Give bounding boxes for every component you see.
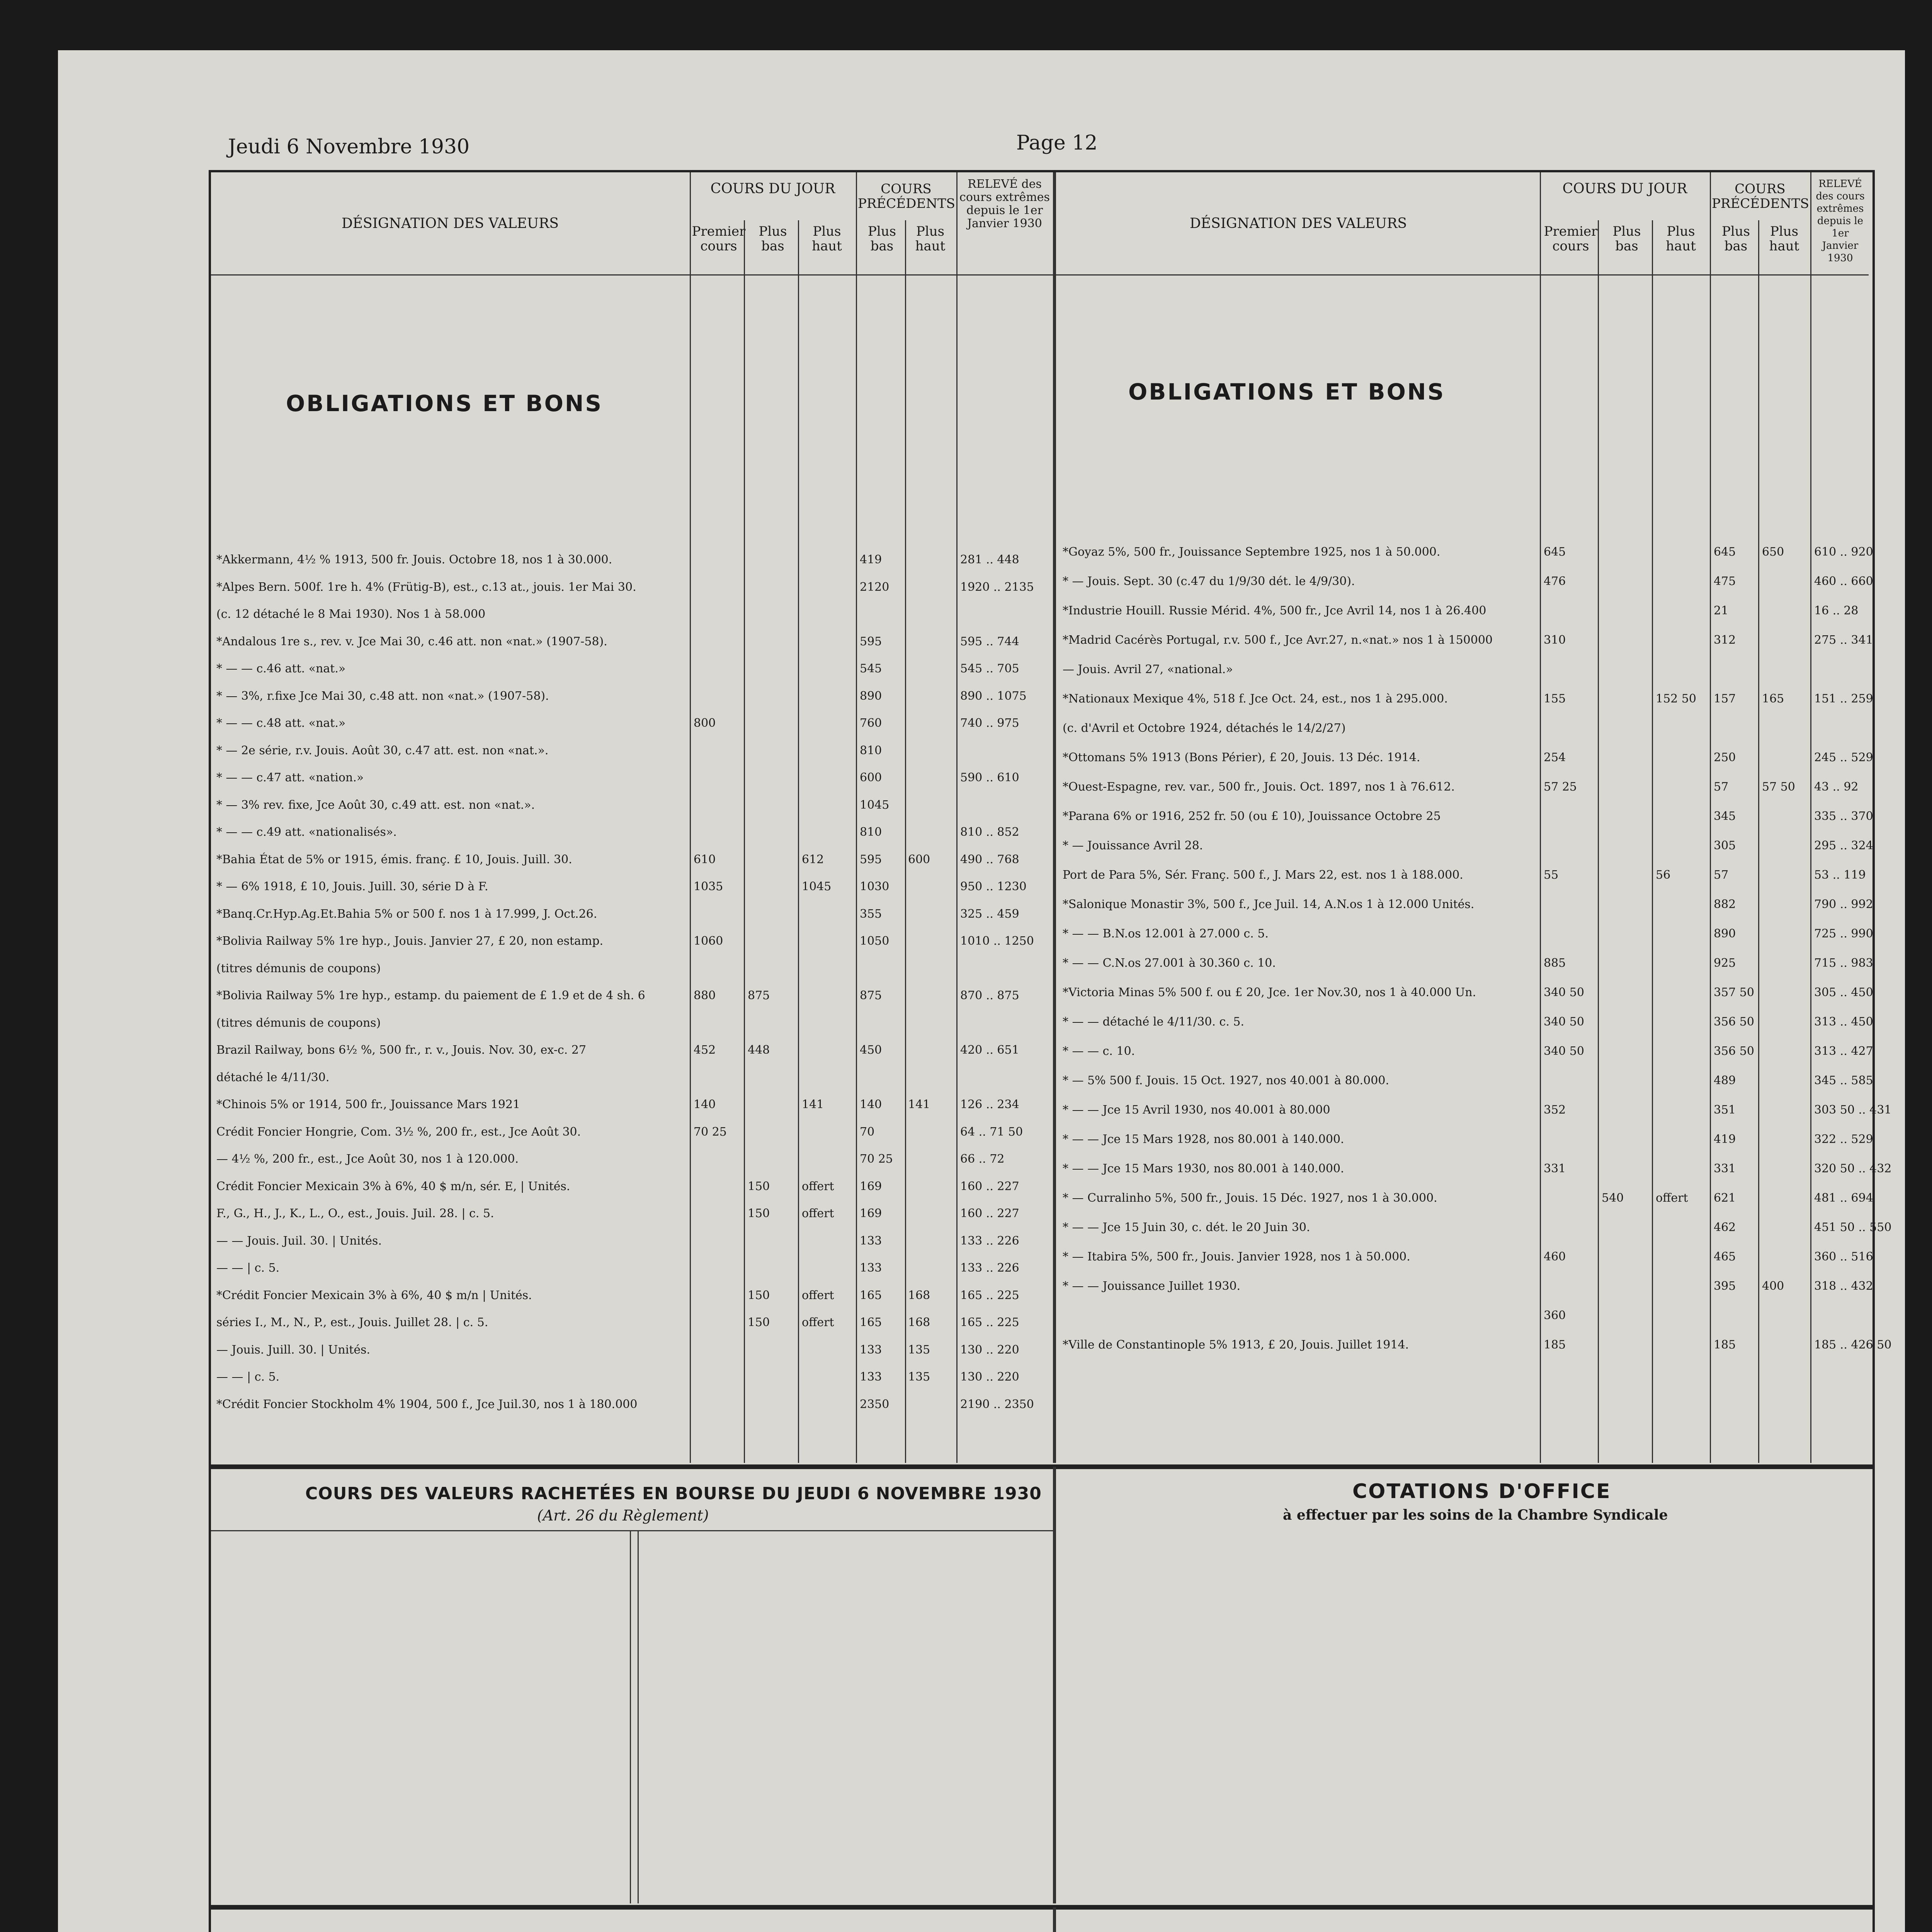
- bond-c6: 545 .. 705: [960, 662, 1019, 675]
- bond-name: *Akkermann, 4½ % 1913, 500 fr. Jouis. Octobre 18, nos 1 à 30.000.: [216, 553, 612, 566]
- bond-c5: 141: [908, 1098, 930, 1111]
- col-rule: [1758, 220, 1759, 1463]
- bond-name: *Bahia État de 5% or 1915, émis. franç. £ 10, Jouis. Juill. 30.: [216, 852, 572, 866]
- bond-c6: 345 .. 585: [1814, 1074, 1873, 1087]
- bond-c6: 318 .. 432: [1814, 1279, 1873, 1293]
- bond-name: *Parana 6% or 1916, 252 fr. 50 (ou £ 10), Jouissance Octobre 25: [1063, 810, 1441, 823]
- bond-c1: 352: [1544, 1103, 1566, 1117]
- bond-c2: 448: [748, 1043, 770, 1057]
- bond-c5: 168: [908, 1288, 930, 1302]
- bond-c4: 645: [1714, 545, 1736, 559]
- bond-c4: 925: [1714, 956, 1736, 970]
- bond-c5: 650: [1762, 545, 1784, 559]
- bond-c4: 450: [860, 1043, 882, 1057]
- bond-name: — Jouis. Juill. 30. | Unités.: [216, 1343, 371, 1357]
- bond-c4: 57: [1714, 780, 1729, 794]
- bond-c6: 1010 .. 1250: [960, 934, 1034, 948]
- bond-c4: 331: [1714, 1162, 1736, 1175]
- bond-c6: 275 .. 341: [1814, 633, 1873, 647]
- bond-c1: 610: [694, 852, 716, 866]
- bond-c4: 351: [1714, 1103, 1736, 1117]
- bond-c6: 320 50 .. 432: [1814, 1162, 1892, 1175]
- bond-c6: 130 .. 220: [960, 1343, 1019, 1357]
- bond-c2: 150: [748, 1316, 770, 1329]
- bond-c1: 880: [694, 989, 716, 1002]
- bond-c6: 460 .. 660: [1814, 575, 1873, 588]
- bond-c2: 150: [748, 1179, 770, 1193]
- left-prec-plus-haut: Plus haut: [915, 224, 946, 254]
- col-rule: [744, 220, 745, 1463]
- bond-name: — — | c. 5.: [216, 1370, 280, 1384]
- bond-c3: offert: [802, 1207, 834, 1220]
- bond-c3: 1045: [802, 880, 832, 893]
- bond-c6: 185 .. 426 50: [1814, 1338, 1892, 1352]
- page-number: Page 12: [1016, 131, 1098, 155]
- bond-c2: 150: [748, 1288, 770, 1302]
- bond-c6: 325 .. 459: [960, 907, 1019, 921]
- center-divider: [1053, 172, 1056, 1463]
- bond-c4: 70: [860, 1125, 875, 1139]
- col-rule: [690, 172, 691, 1463]
- page-date: Jeudi 6 Novembre 1930: [228, 135, 470, 158]
- bond-name: * — — c.49 att. «nationalisés».: [216, 825, 397, 839]
- bond-c6: 305 .. 450: [1814, 986, 1873, 999]
- left-designation-header: DÉSIGNATION DES VALEURS: [341, 216, 559, 231]
- bond-c4: 133: [860, 1261, 882, 1275]
- bond-name: * — Itabira 5%, 500 fr., Jouis. Janvier 1928, nos 1 à 50.000.: [1063, 1250, 1410, 1264]
- right-prec-plus-bas: Plus bas: [1721, 224, 1750, 254]
- col-rule: [630, 1530, 631, 1903]
- left-plus-bas-header: Plus bas: [759, 224, 787, 254]
- bond-c4: 810: [860, 825, 882, 839]
- right-designation-header: DÉSIGNATION DES VALEURS: [1189, 216, 1407, 231]
- bond-name: *Victoria Minas 5% 500 f. ou £ 20, Jce. 1er Nov.30, nos 1 à 40.000 Un.: [1063, 986, 1476, 999]
- bond-c4: 465: [1714, 1250, 1736, 1264]
- bond-c1: 340 50: [1544, 1015, 1584, 1029]
- bond-c6: 64 .. 71 50: [960, 1125, 1023, 1139]
- bond-name: * — — c. 10.: [1063, 1044, 1135, 1058]
- bond-name: *Bolivia Railway 5% 1re hyp., estamp. du paiement de £ 1.9 et de 4 sh. 6: [216, 989, 645, 1002]
- bond-c4: 475: [1714, 575, 1736, 588]
- bond-name: *Andalous 1re s., rev. v. Jce Mai 30, c.46 att. non «nat.» (1907-58).: [216, 634, 607, 648]
- left-cours-precedents-header: COURS PRÉCÉDENTS: [858, 181, 955, 211]
- bond-name: Brazil Railway, bons 6½ %, 500 fr., r. v., Jouis. Nov. 30, ex-c. 27: [216, 1043, 587, 1057]
- bond-c4: 356 50: [1714, 1044, 1754, 1058]
- bond-c4: 70 25: [860, 1152, 893, 1166]
- bond-c1: 310: [1544, 633, 1566, 647]
- bond-c6: 322 .. 529: [1814, 1133, 1873, 1146]
- bond-c4: 419: [1714, 1133, 1736, 1146]
- bond-c4: 760: [860, 716, 882, 730]
- bond-c6: 160 .. 227: [960, 1179, 1019, 1193]
- bond-c1: 645: [1544, 545, 1566, 559]
- bond-name: — Jouis. Avril 27, «national.»: [1063, 663, 1233, 676]
- bond-c6: 595 .. 744: [960, 634, 1019, 648]
- bond-name: * — — Jce 15 Mars 1930, nos 80.001 à 140.000.: [1063, 1162, 1344, 1175]
- col-rule: [1652, 220, 1653, 1463]
- right-plus-haut-header: Plus haut: [1666, 224, 1696, 254]
- bond-c4: 875: [860, 989, 882, 1002]
- bond-c6: 126 .. 234: [960, 1098, 1019, 1111]
- right-plus-bas-header: Plus bas: [1612, 224, 1641, 254]
- bond-c6: 160 .. 227: [960, 1207, 1019, 1220]
- bond-c5: 165: [1762, 692, 1784, 706]
- bond-name: — — | c. 5.: [216, 1261, 280, 1275]
- bond-c1: 360: [1544, 1309, 1566, 1322]
- bond-c3: offert: [1656, 1191, 1688, 1205]
- bond-name: *Ouest-Espagne, rev. var., 500 fr., Jouis. Oct. 1897, nos 1 à 76.612.: [1063, 780, 1455, 794]
- bond-name: * — — C.N.os 27.001 à 30.360 c. 10.: [1063, 956, 1276, 970]
- bond-name: * — 3%, r.fixe Jce Mai 30, c.48 att. non «nat.» (1907-58).: [216, 689, 549, 703]
- bond-name: (c. d'Avril et Octobre 1924, détachés le 14/2/27): [1063, 721, 1346, 735]
- left-releve-header: RELEVÉ des cours extrêmes depuis le 1er Janvier 1930: [959, 177, 1050, 230]
- bond-c1: 800: [694, 716, 716, 730]
- bond-c5: 135: [908, 1343, 930, 1357]
- right-cours-precedents-header: COURS PRÉCÉDENTS: [1712, 181, 1809, 211]
- bond-name: * — 5% 500 f. Jouis. 15 Oct. 1927, nos 40.001 à 80.000.: [1063, 1074, 1389, 1087]
- bond-c2: 540: [1602, 1191, 1624, 1205]
- bond-c1: 254: [1544, 751, 1566, 764]
- bond-c1: 1035: [694, 880, 723, 893]
- bond-c3: offert: [802, 1316, 834, 1329]
- bond-name: *Madrid Cacérès Portugal, r.v. 500 f., Jce Avr.27, n.«nat.» nos 1 à 150000: [1063, 633, 1493, 647]
- cotations-title: COTATIONS D'OFFICE: [1352, 1480, 1611, 1503]
- bond-name: (titres démunis de coupons): [216, 961, 381, 975]
- bond-c6: 303 50 .. 431: [1814, 1103, 1892, 1117]
- bond-name: * — — c.47 att. «nation.»: [216, 771, 364, 784]
- bond-name: *Ottomans 5% 1913 (Bons Périer), £ 20, Jouis. 13 Déc. 1914.: [1063, 751, 1420, 764]
- bond-c4: 419: [860, 553, 882, 566]
- bond-c4: 1030: [860, 880, 889, 893]
- bond-c1: 340 50: [1544, 986, 1584, 999]
- bond-c6: 335 .. 370: [1814, 810, 1873, 823]
- bond-c1: 460: [1544, 1250, 1566, 1264]
- left-premier-header: Premier cours: [692, 224, 746, 254]
- bond-c6: 451 50 .. 550: [1814, 1221, 1892, 1234]
- bond-c4: 600: [860, 771, 882, 784]
- bond-c4: 57: [1714, 868, 1729, 882]
- row-rule: [211, 1530, 1053, 1531]
- bond-c1: 57 25: [1544, 780, 1577, 794]
- bond-name: *Industrie Houill. Russie Mérid. 4%, 500 fr., Jce Avril 14, nos 1 à 26.400: [1063, 604, 1486, 617]
- bond-name: *Nationaux Mexique 4%, 518 f. Jce Oct. 24, est., nos 1 à 295.000.: [1063, 692, 1448, 706]
- bond-c6: 490 .. 768: [960, 852, 1019, 866]
- bond-c1: 185: [1544, 1338, 1566, 1352]
- bond-c4: 165: [860, 1288, 882, 1302]
- header-bottom-rule: [211, 274, 1869, 276]
- bond-c1: 55: [1544, 868, 1559, 882]
- col-rule: [1710, 172, 1711, 1463]
- bond-c4: 185: [1714, 1338, 1736, 1352]
- bond-c4: 345: [1714, 810, 1736, 823]
- right-releve-header: RELEVÉ des cours extrêmes depuis le 1er Janvier 1930: [1816, 178, 1865, 264]
- bond-name: — 4½ %, 200 fr., est., Jce Août 30, nos 1 à 120.000.: [216, 1152, 519, 1166]
- bond-c4: 489: [1714, 1074, 1736, 1087]
- bond-c3: 612: [802, 852, 824, 866]
- bond-c4: 1045: [860, 798, 889, 812]
- left-plus-haut-header: Plus haut: [812, 224, 842, 254]
- bond-name: * — Jouis. Sept. 30 (c.47 du 1/9/30 dét. le 4/9/30).: [1063, 575, 1355, 588]
- bond-c3: 141: [802, 1098, 824, 1111]
- bond-name: * — 2e série, r.v. Jouis. Août 30, c.47 att. est. non «nat.».: [216, 743, 549, 757]
- bond-c6: 810 .. 852: [960, 825, 1019, 839]
- bond-c5: 600: [908, 852, 930, 866]
- rachetees-title: COURS DES VALEURS RACHETÉES EN BOURSE DU JEUDI 6 NOVEMBRE 1930: [305, 1484, 1042, 1503]
- bond-name: *Chinois 5% or 1914, 500 fr., Jouissance Mars 1921: [216, 1098, 520, 1111]
- bond-name: *Crédit Foncier Mexicain 3% à 6%, 40 $ m/n | Unités.: [216, 1288, 532, 1302]
- bond-c1: 1060: [694, 934, 723, 948]
- bond-c4: 395: [1714, 1279, 1736, 1293]
- col-rule: [798, 220, 799, 1463]
- col-rule: [1053, 1907, 1056, 1932]
- left-cours-du-jour-header: COURS DU JOUR: [710, 181, 835, 197]
- bond-c4: 133: [860, 1234, 882, 1248]
- bond-c4: 545: [860, 662, 882, 675]
- bond-c5: 168: [908, 1316, 930, 1329]
- bond-c1: 340 50: [1544, 1044, 1584, 1058]
- bond-c6: 245 .. 529: [1814, 751, 1873, 764]
- bond-name: * — — B.N.os 12.001 à 27.000 c. 5.: [1063, 927, 1269, 940]
- bond-c6: 950 .. 1230: [960, 880, 1027, 893]
- bond-name: Crédit Foncier Hongrie, Com. 3½ %, 200 fr., est., Jce Août 30.: [216, 1125, 581, 1139]
- right-premier-header: Premier cours: [1544, 224, 1598, 254]
- right-cours-du-jour-header: COURS DU JOUR: [1562, 181, 1687, 197]
- bond-c5: 135: [908, 1370, 930, 1384]
- bond-c4: 250: [1714, 751, 1736, 764]
- changes-frame: [209, 1905, 1875, 1932]
- bond-c4: 2350: [860, 1397, 889, 1411]
- bond-name: * — — c.46 att. «nat.»: [216, 662, 346, 675]
- bond-c1: 452: [694, 1043, 716, 1057]
- col-rule: [1540, 172, 1541, 1463]
- bond-name: (c. 12 détaché le 8 Mai 1930). Nos 1 à 58.000: [216, 607, 486, 621]
- bond-c6: 870 .. 875: [960, 989, 1019, 1002]
- bond-c4: 133: [860, 1343, 882, 1357]
- bond-c6: 66 .. 72: [960, 1152, 1005, 1166]
- bond-c6: 715 .. 983: [1814, 956, 1873, 970]
- bond-name: séries I., M., N., P., est., Jouis. Juillet 28. | c. 5.: [216, 1316, 488, 1329]
- bond-c4: 882: [1714, 898, 1736, 911]
- bond-name: * — — détaché le 4/11/30. c. 5.: [1063, 1015, 1245, 1029]
- col-rule: [1598, 220, 1599, 1463]
- bond-c6: 151 .. 259: [1814, 692, 1873, 706]
- bond-name: *Banq.Cr.Hyp.Ag.Et.Bahia 5% or 500 f. nos 1 à 17.999, J. Oct.26.: [216, 907, 597, 921]
- bond-name: * — — Jce 15 Mars 1928, nos 80.001 à 140.000.: [1063, 1133, 1344, 1146]
- bond-c3: offert: [802, 1179, 834, 1193]
- bond-c6: 725 .. 990: [1814, 927, 1873, 940]
- bond-c4: 165: [860, 1316, 882, 1329]
- bond-name: détaché le 4/11/30.: [216, 1070, 330, 1084]
- bond-c3: offert: [802, 1288, 834, 1302]
- bond-c4: 810: [860, 743, 882, 757]
- bond-c3: 152 50: [1656, 692, 1696, 706]
- right-prec-plus-haut: Plus haut: [1769, 224, 1799, 254]
- bond-c4: 355: [860, 907, 882, 921]
- bond-name: *Crédit Foncier Stockholm 4% 1904, 500 f., Jce Juil.30, nos 1 à 180.000: [216, 1397, 638, 1411]
- bond-name: F., G., H., J., K., L., O., est., Jouis. Juil. 28. | c. 5.: [216, 1207, 494, 1220]
- bond-c1: 140: [694, 1098, 716, 1111]
- bond-c6: 133 .. 226: [960, 1261, 1019, 1275]
- bond-name: * — — Jce 15 Avril 1930, nos 40.001 à 80.000: [1063, 1103, 1330, 1117]
- bond-c1: 155: [1544, 692, 1566, 706]
- bond-c4: 133: [860, 1370, 882, 1384]
- bond-name: * — Jouissance Avril 28.: [1063, 839, 1203, 852]
- bond-c6: 165 .. 225: [960, 1288, 1019, 1302]
- col-rule: [1053, 1467, 1056, 1903]
- bond-c6: 133 .. 226: [960, 1234, 1019, 1248]
- col-rule: [856, 172, 857, 1463]
- bond-c4: 1050: [860, 934, 889, 948]
- bond-c6: 590 .. 610: [960, 771, 1019, 784]
- bond-c1: 331: [1544, 1162, 1566, 1175]
- bond-c4: 595: [860, 852, 882, 866]
- right-section-title: OBLIGATIONS ET BONS: [1128, 379, 1446, 405]
- bond-c6: 313 .. 427: [1814, 1044, 1873, 1058]
- bond-c6: 130 .. 220: [960, 1370, 1019, 1384]
- bond-c5: 400: [1762, 1279, 1784, 1293]
- bond-name: * — Curralinho 5%, 500 fr., Jouis. 15 Déc. 1927, nos 1 à 30.000.: [1063, 1191, 1437, 1205]
- bond-name: * — — c.48 att. «nat.»: [216, 716, 346, 730]
- bond-c2: 150: [748, 1207, 770, 1220]
- bond-c3: 56: [1656, 868, 1671, 882]
- col-rule: [1810, 172, 1811, 1463]
- bond-c1: 70 25: [694, 1125, 727, 1139]
- bond-name: Port de Para 5%, Sér. Franç. 500 f., J. Mars 22, est. nos 1 à 188.000.: [1063, 868, 1463, 882]
- bond-c6: 360 .. 516: [1814, 1250, 1873, 1264]
- bond-c5: 57 50: [1762, 780, 1795, 794]
- bond-c4: 21: [1714, 604, 1729, 617]
- col-rule: [638, 1530, 639, 1903]
- bond-name: *Alpes Bern. 500f. 1re h. 4% (Frütig-B), est., c.13 at., jouis. 1er Mai 30.: [216, 580, 636, 594]
- bond-c4: 305: [1714, 839, 1736, 852]
- bond-c6: 610 .. 920: [1814, 545, 1873, 559]
- bond-c6: 43 .. 92: [1814, 780, 1859, 794]
- bond-c6: 16 .. 28: [1814, 604, 1859, 617]
- bond-c4: 312: [1714, 633, 1736, 647]
- bond-c4: 169: [860, 1207, 882, 1220]
- bond-name: *Ville de Constantinople 5% 1913, £ 20, Jouis. Juillet 1914.: [1063, 1338, 1409, 1352]
- bond-name: * — 3% rev. fixe, Jce Août 30, c.49 att. est. non «nat.».: [216, 798, 535, 812]
- bond-c4: 890: [860, 689, 882, 703]
- bond-c6: 53 .. 119: [1814, 868, 1866, 882]
- bond-name: *Goyaz 5%, 500 fr., Jouissance Septembre 1925, nos 1 à 50.000.: [1063, 545, 1440, 559]
- newspaper-page: [58, 50, 1905, 1932]
- bond-name: * — — Jce 15 Juin 30, c. dét. le 20 Juin 30.: [1063, 1221, 1310, 1234]
- bond-c6: 1920 .. 2135: [960, 580, 1034, 594]
- bond-c6: 790 .. 992: [1814, 898, 1873, 911]
- bond-name: * — 6% 1918, £ 10, Jouis. Juill. 30, série D à F.: [216, 880, 488, 893]
- bond-name: — — Jouis. Juil. 30. | Unités.: [216, 1234, 382, 1248]
- left-prec-plus-bas: Plus bas: [867, 224, 896, 254]
- bond-name: Crédit Foncier Mexicain 3% à 6%, 40 $ m/n, sér. E, | Unités.: [216, 1179, 570, 1193]
- bond-c4: 890: [1714, 927, 1736, 940]
- bond-c4: 169: [860, 1179, 882, 1193]
- bond-c6: 313 .. 450: [1814, 1015, 1873, 1029]
- bond-c4: 357 50: [1714, 986, 1754, 999]
- bond-c4: 157: [1714, 692, 1736, 706]
- bond-c4: 595: [860, 634, 882, 648]
- bond-c6: 2190 .. 2350: [960, 1397, 1034, 1411]
- rachetees-subtitle: (Art. 26 du Règlement): [537, 1507, 709, 1524]
- col-rule: [905, 220, 906, 1463]
- left-section-title: OBLIGATIONS ET BONS: [286, 390, 603, 417]
- bond-c6: 420 .. 651: [960, 1043, 1019, 1057]
- bond-c1: 885: [1544, 956, 1566, 970]
- bond-c4: 2120: [860, 580, 889, 594]
- bond-c1: 476: [1544, 575, 1566, 588]
- bond-c4: 140: [860, 1098, 882, 1111]
- bond-name: *Salonique Monastir 3%, 500 f., Jce Juil. 14, A.N.os 1 à 12.000 Unités.: [1063, 898, 1475, 911]
- bond-c6: 295 .. 324: [1814, 839, 1873, 852]
- bond-name: *Bolivia Railway 5% 1re hyp., Jouis. Janvier 27, £ 20, non estamp.: [216, 934, 604, 948]
- bond-c6: 165 .. 225: [960, 1316, 1019, 1329]
- bond-c6: 740 .. 975: [960, 716, 1019, 730]
- bond-c6: 481 .. 694: [1814, 1191, 1873, 1205]
- bond-c4: 356 50: [1714, 1015, 1754, 1029]
- bond-c6: 890 .. 1075: [960, 689, 1027, 703]
- col-rule: [956, 172, 957, 1463]
- bond-c6: 281 .. 448: [960, 553, 1019, 566]
- bond-c4: 621: [1714, 1191, 1736, 1205]
- bond-name: (titres démunis de coupons): [216, 1016, 381, 1030]
- bond-c4: 462: [1714, 1221, 1736, 1234]
- cotations-subtitle: à effectuer par les soins de la Chambre Syndicale: [1283, 1507, 1668, 1523]
- bond-c2: 875: [748, 989, 770, 1002]
- bond-name: * — — Jouissance Juillet 1930.: [1063, 1279, 1241, 1293]
